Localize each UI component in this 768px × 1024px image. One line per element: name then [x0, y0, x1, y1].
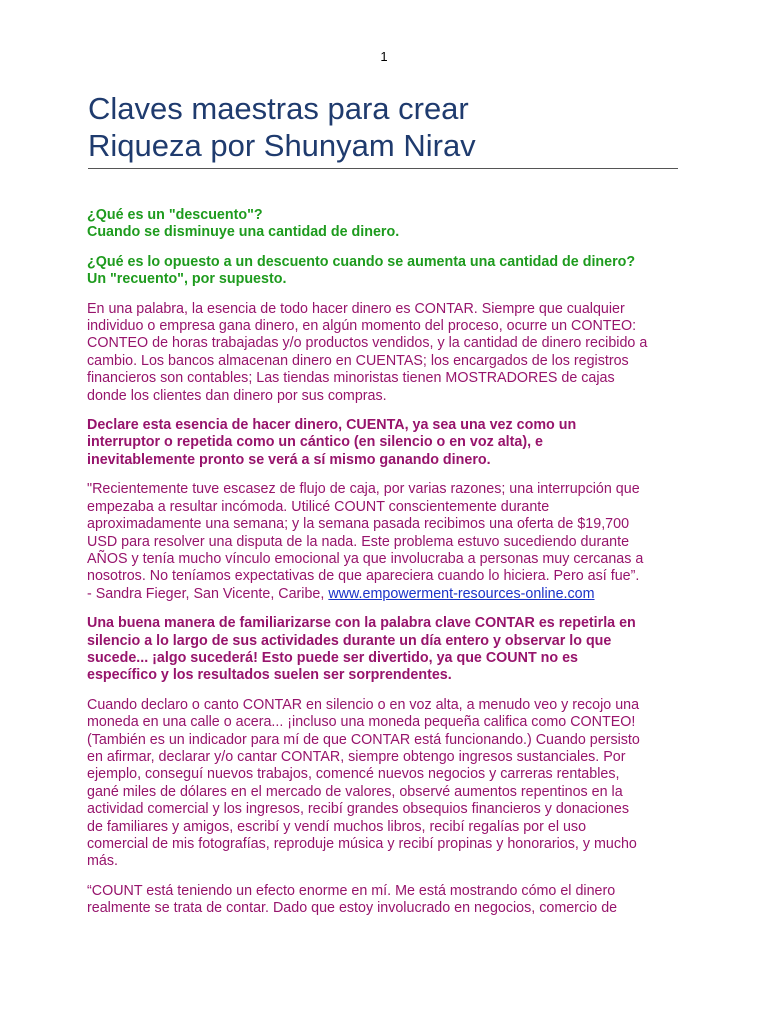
text-line: en afirmar, declarar y/o cantar CONTAR, siempre obtengo ingresos sustanciales. Por: [87, 748, 626, 765]
text-line: Una buena manera de familiarizarse con la palabra clave CONTAR es repetirla en: [87, 615, 636, 632]
document-body: [87, 207, 687, 930]
text-line: Declare esta esencia de hacer dinero, CUENTA, ya sea una vez como un: [87, 417, 577, 434]
paragraph-declare-count: [87, 417, 687, 469]
text-line: gané miles de dólares en el mercado de valores, observé aumentos repentinos en la: [87, 783, 623, 800]
paragraph-question-recount: [87, 254, 687, 289]
paragraph-testimonial-sandra: [87, 481, 687, 603]
text-line: de familiares y amigos, escribí y vendí muchos libros, recibí regalías por el uso: [87, 818, 587, 835]
paragraph-count-effect: [87, 883, 687, 918]
text-line: nosotros. No teníamos expectativas de que apareciera cuando lo hiciera. Pero así fue”.: [87, 568, 640, 585]
text-line: Cuando declaro o canto CONTAR en silencio o en voz alta, a menudo veo y recojo una: [87, 696, 640, 713]
text-line: financieros son contables; Las tiendas minoristas tienen MOSTRADORES de cajas: [87, 370, 615, 387]
text-line: CONTEO de horas trabajadas y/o productos vendidos, y la cantidad de dinero recibido a: [87, 335, 648, 352]
text-line: específico y los resultados suelen ser sorprendentes.: [87, 667, 452, 684]
text-line: Un "recuento", por supuesto.: [87, 271, 287, 288]
text-line: inevitablemente pronto se verá a sí mismo ganando dinero.: [87, 451, 491, 468]
text-line: individuo o empresa gana dinero, en algún momento del proceso, ocurre un CONTEO:: [87, 318, 637, 335]
text-line: donde los clientes dan dinero por sus compras.: [87, 387, 387, 404]
text-line: silencio a lo largo de sus actividades durante un día entero y observar lo que: [87, 632, 612, 649]
text-line: USD para resolver una disputa de la nada. Este problema estuvo sucediendo durante: [87, 533, 630, 550]
text-line: sucede... ¡algo sucederá! Esto puede ser divertido, ya que COUNT no es: [87, 649, 578, 666]
paragraph-essence-counting: [87, 301, 687, 405]
text-line: actividad comercial y los ingresos, recibí grandes obsequios financieros y donaciones: [87, 801, 629, 818]
text-line: empezaba a resultar incómoda. Utilicé COUNT conscientemente durante: [87, 498, 550, 515]
text-line: cambio. Los bancos almacenan dinero en CUENTAS; los encargados de los registros: [87, 352, 629, 369]
text-line: ¿Qué es un "descuento"?: [87, 207, 263, 223]
document-title: [88, 90, 678, 169]
title-line-2: Riqueza por Shunyam Nirav: [88, 128, 476, 163]
text-line: más.: [87, 853, 118, 870]
text-line: comercial de mis fotografías, reproduje música y recibí propinas y honorarios, y mucho: [87, 836, 637, 852]
text-line: aproximadamente una semana; y la semana pasada recibimos una oferta de $19,700: [87, 516, 630, 533]
text-line: "Recientemente tuve escasez de flujo de caja, por varias razones; una interrupción que: [87, 481, 640, 498]
text-line: ¿Qué es lo opuesto a un descuento cuando se aumenta una cantidad de dinero?: [87, 253, 636, 270]
page-number: 1: [380, 49, 388, 64]
text-line: En una palabra, la esencia de todo hacer dinero es CONTAR. Siempre que cualquier: [87, 300, 625, 317]
text-line: interruptor o repetida como un cántico (en silencio o en voz alta), e: [87, 434, 543, 451]
text-line: moneda en una calle o acera... ¡incluso una moneda pequeña califica como CONTEO!: [87, 714, 636, 731]
paragraph-personal-experience: [87, 697, 687, 871]
text-line: (También es un indicador para mí de que CONTAR está funcionando.) Cuando persisto: [87, 731, 640, 748]
paragraph-question-discount: [87, 207, 687, 242]
attribution-line: [87, 586, 687, 603]
attribution-text: - Sandra Fieger, San Vicente, Caribe,: [87, 585, 329, 602]
text-line: Cuando se disminuye una cantidad de dinero.: [87, 224, 400, 241]
text-line: AÑOS y tenía mucho vínculo emocional ya que involucraba a personas muy cercanas a: [87, 550, 644, 567]
text-line: “COUNT está teniendo un efecto enorme en mí. Me está mostrando cómo el dinero: [87, 882, 616, 899]
paragraph-familiarize: [87, 615, 687, 685]
title-line-1: Claves maestras para crear: [88, 91, 469, 126]
text-line: ejemplo, conseguí nuevos trabajos, comencé nuevos negocios y carreras rentables,: [87, 766, 620, 783]
website-link[interactable]: www.empowerment-resources-online.com: [328, 585, 595, 602]
text-line: realmente se trata de contar. Dado que estoy involucrado en negocios, comercio de: [87, 900, 618, 917]
